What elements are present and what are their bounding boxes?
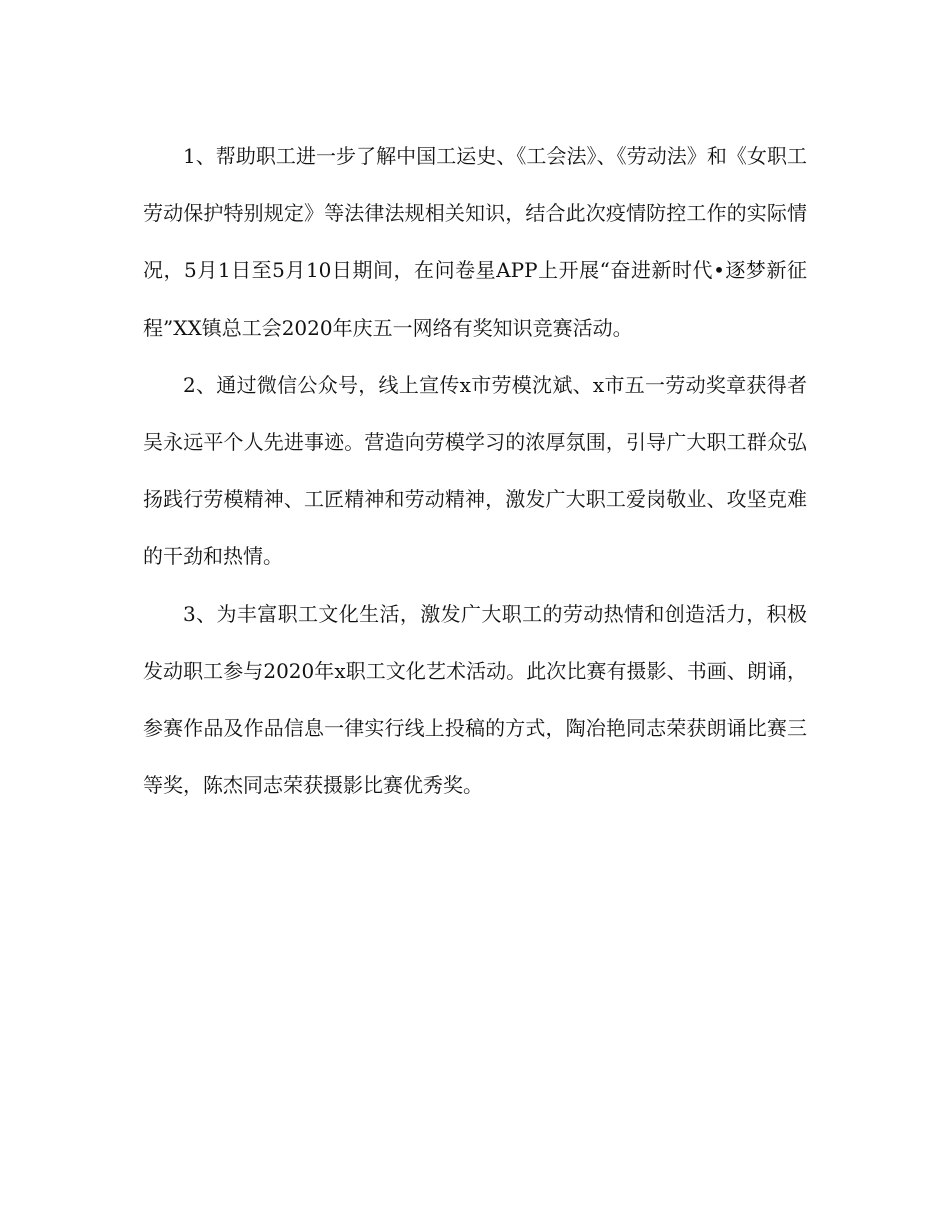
paragraph-1: 1、帮助职工进一步了解中国工运史、《工会法》、《劳动法》和《女职工劳动保护特别规定》等法律法规相关知识，结合此次疫情防控工作的实际情况，5月1日至5月10日期间，在问卷星APP上开展“奋进新时代•逐梦新征程”XX镇总工会2020年庆五一网络有奖知识竞赛活动。 (143, 144, 807, 340)
paragraph-2: 2、通过微信公众号，线上宣传x市劳模沈斌、x市五一劳动奖章获得者吴永远平个人先进事迹。营造向劳模学习的浓厚氛围，引导广大职工群众弘扬践行劳模精神、工匠精神和劳动精神，激发广大职工爱岗敬业、攻坚克难的干劲和热情。 (143, 372, 807, 569)
document-body (143, 128, 807, 814)
paragraph-3: 3、为丰富职工文化生活，激发广大职工的劳动热情和创造活力，积极发动职工参与2020年x职工文化艺术活动。此次比赛有摄影、书画、朗诵，参赛作品及作品信息一律实行线上投稿的方式，陶冶艳同志荣获朗诵比赛三等奖，陈杰同志荣获摄影比赛优秀奖。 (143, 601, 807, 798)
